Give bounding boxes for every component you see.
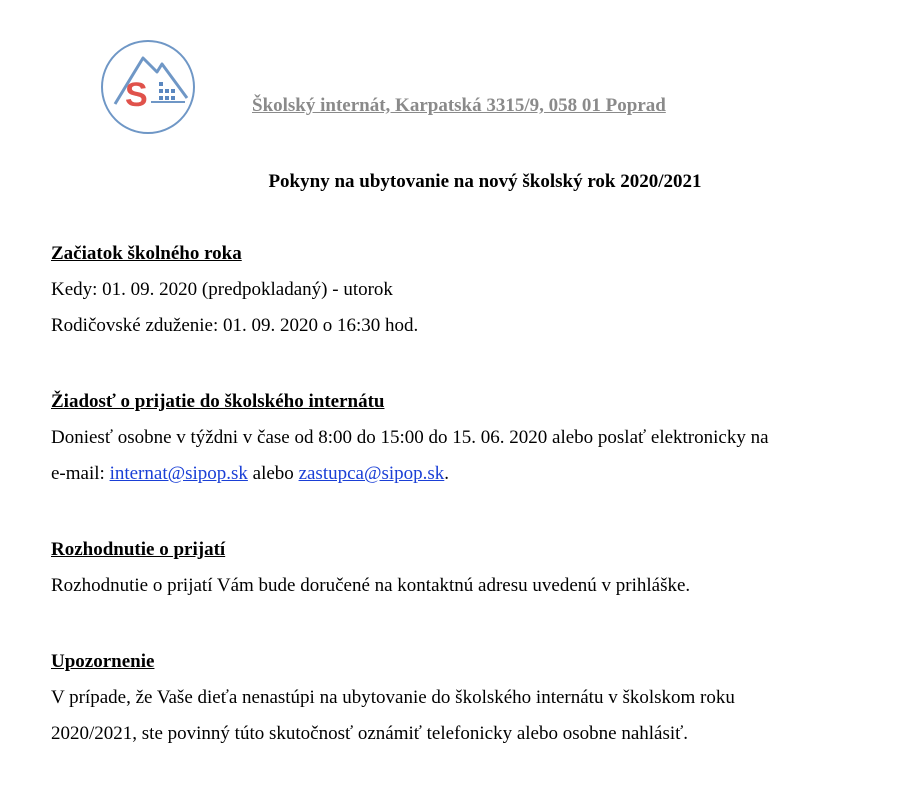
section-decision: [51, 532, 881, 604]
section-notice-heading: Upozornenie: [51, 651, 155, 672]
section-notice: [51, 644, 881, 752]
section-decision-heading: Rozhodnutie o prijatí: [51, 539, 226, 560]
email-separator: alebo: [247, 463, 299, 484]
school-house-logo-icon: [99, 38, 197, 136]
section-application: [51, 384, 881, 492]
email-link-internat[interactable]: internat@sipop.sk: [109, 463, 248, 484]
organization-address: Školský internát, Karpatská 3315/9, 058 01 Poprad: [252, 95, 666, 116]
email-prefix: e-mail:: [51, 463, 110, 484]
application-line2: [51, 456, 881, 492]
section-application-heading: Žiadosť o prijatie do školského internátu: [51, 391, 385, 412]
page-title: Pokyny na ubytovanie na nový školský rok 2020/2021: [268, 171, 702, 192]
decision-text: Rozhodnutie o prijatí Vám bude doručené na kontaktnú adresu uvedenú v prihláške.: [51, 575, 691, 596]
email-suffix: .: [444, 463, 450, 484]
logo-letter-s: S: [125, 76, 148, 114]
school-logo: [99, 38, 197, 136]
start-when: Kedy: 01. 09. 2020 (predpokladaný) - utorok: [51, 279, 393, 300]
email-link-zastupca[interactable]: zastupca@sipop.sk: [298, 463, 445, 484]
application-line1: Doniesť osobne v týždni v čase od 8:00 do 15:00 do 15. 06. 2020 alebo poslať elektronicky na: [51, 427, 769, 448]
section-start: [51, 236, 881, 344]
section-start-heading: Začiatok školného roka: [51, 243, 242, 264]
notice-line2: 2020/2021, ste povinný túto skutočnosť oznámiť telefonicky alebo osobne nahlásiť.: [51, 723, 689, 744]
start-parents-meeting: Rodičovské zduženie: 01. 09. 2020 o 16:30 hod.: [51, 315, 419, 336]
notice-line1: V prípade, že Vaše dieťa nenastúpi na ubytovanie do školského internátu v školskom roku: [51, 687, 735, 708]
